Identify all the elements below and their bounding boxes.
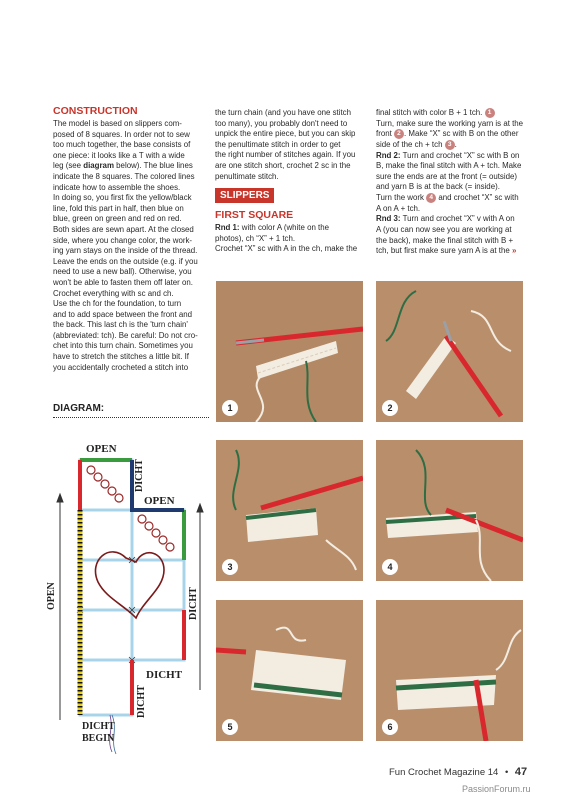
label-dicht-bottom1: DICHT xyxy=(146,669,183,681)
step-badge: 3 xyxy=(445,140,455,150)
construction-rest xyxy=(53,172,211,373)
middle-line: too many), you probably don't need to xyxy=(215,118,348,128)
middle-column xyxy=(215,108,375,255)
construction-line: won't be able to fasten them off later on. xyxy=(53,277,193,287)
rnd3-text: Turn and crochet “X” v with A on xyxy=(400,214,515,224)
construction-line: the back. This last ch is the 'turn chain' xyxy=(53,320,188,330)
middle-line: the right number of stitches again. If you xyxy=(215,150,356,160)
construction-heading: CONSTRUCTION xyxy=(53,105,138,117)
right-line: Turn, make sure the working yarn is at the xyxy=(376,118,524,128)
slipper-diagram xyxy=(40,430,210,760)
label-dicht-begin2: BEGIN xyxy=(82,733,115,744)
label-dicht-right1: DICHT xyxy=(134,459,145,492)
diagram-divider xyxy=(53,417,209,418)
footer xyxy=(389,766,527,778)
rnd3-line xyxy=(376,214,536,225)
step-number: 1 xyxy=(222,400,238,416)
watermark: PassionForum.ru xyxy=(462,784,531,794)
label-dicht-right2: DICHT xyxy=(188,587,199,620)
step-number: 6 xyxy=(382,719,398,735)
label-open-mid: OPEN xyxy=(144,495,175,507)
label-open-top: OPEN xyxy=(86,443,117,455)
text: tch, but first make sure yarn A is at the xyxy=(376,246,510,256)
middle-line: Crochet “X” sc with A in the ch, make the xyxy=(215,244,358,254)
rnd2-label: Rnd 2: xyxy=(376,150,401,160)
rnd3-label: Rnd 3: xyxy=(376,214,401,224)
construction-line: Both sides are sewn apart. At the closed xyxy=(53,224,194,234)
construction-line xyxy=(53,161,211,172)
right-line: and yarn B is at the back (= inside). xyxy=(376,182,500,192)
right-line xyxy=(376,140,536,151)
middle-line: the penultimate stitch in order to get xyxy=(215,139,341,149)
step-photo-6 xyxy=(376,600,523,741)
construction-line: have to stretch the stitches a little bit. If xyxy=(53,352,189,362)
step-photo-5 xyxy=(216,600,363,741)
text: side of the ch + tch xyxy=(376,140,445,150)
construction-line: line, fold this part in half, then blue on xyxy=(53,203,184,213)
middle-line: photos), ch “X” + 1 tch. xyxy=(215,233,296,243)
page-number: 47 xyxy=(514,766,528,778)
right-line: B, make the final stitch with A + tch. Make xyxy=(376,161,522,171)
rnd1-text: with color A (white on the xyxy=(239,223,330,233)
construction-line: you accidentally crocheted a stitch into xyxy=(53,362,189,372)
right-line: A on A + tch. xyxy=(376,203,421,213)
section-tag-slippers: SLIPPERS xyxy=(215,188,274,203)
construction-line: ing yarn stays on the inside of the thread. xyxy=(53,246,198,256)
rnd2-line xyxy=(376,151,536,162)
label-open-left: OPEN xyxy=(46,582,57,610)
construction-line: need to use a new ball). Otherwise, you xyxy=(53,267,192,277)
rnd1-line xyxy=(215,223,375,234)
step-badge: 1 xyxy=(485,108,495,118)
magazine-name: Fun Crochet Magazine 14 xyxy=(389,767,499,778)
construction-line: In doing so, you first fix the yellow/black xyxy=(53,193,192,203)
step-number: 4 xyxy=(382,559,398,575)
text: front xyxy=(376,129,394,139)
construction-line: and to add space between the front and xyxy=(53,309,193,319)
right-line: sure the ends are at the front (= outside) xyxy=(376,171,518,181)
step-badge: 2 xyxy=(394,129,404,139)
construction-line: one piece: it looks like a T with a wide xyxy=(53,150,185,160)
text: final stitch with color B + 1 tch. xyxy=(376,108,485,118)
middle-line: penultimate stitch. xyxy=(215,171,279,181)
construction-line: The model is based on slippers com- xyxy=(53,119,182,128)
text: leg (see xyxy=(53,161,84,171)
right-line xyxy=(376,193,536,204)
step-photo-4 xyxy=(376,440,523,581)
text: Turn the work xyxy=(376,193,427,203)
construction-line: chet into this turn chain. Sometimes you xyxy=(53,341,193,351)
step-badge: 4 xyxy=(426,193,436,203)
middle-line: are one stitch short, crochet 2 sc in the xyxy=(215,160,351,170)
construction-line: Use the ch for the foundation, to turn xyxy=(53,299,182,309)
rnd2-text: Turn and crochet “X” sc with B on xyxy=(400,150,520,160)
step-number: 2 xyxy=(382,400,398,416)
construction-column xyxy=(53,105,211,373)
step-photo-1 xyxy=(216,281,363,422)
right-line xyxy=(376,246,536,257)
right-line xyxy=(376,129,536,140)
diagram-reference: diagram xyxy=(83,161,114,171)
right-column xyxy=(376,108,536,257)
continue-arrow: » xyxy=(511,246,517,256)
footer-bullet: • xyxy=(504,767,509,778)
construction-line: posed of 8 squares. In order not to sew xyxy=(53,129,190,139)
construction-line: Crochet everything with sc and ch. xyxy=(53,288,174,298)
text: below). The blue lines xyxy=(113,161,193,171)
text: . Make “X” sc with B on the other xyxy=(403,129,519,139)
middle-line: the turn chain (and you have one stitch xyxy=(215,108,351,117)
diagram-title: DIAGRAM: xyxy=(53,403,105,414)
text: and crochet “X” sc with xyxy=(436,193,519,203)
rnd1-label: Rnd 1: xyxy=(215,223,240,233)
step-photo-3 xyxy=(216,440,363,581)
step-photo-2 xyxy=(376,281,523,422)
construction-line: too much together, the base consists of xyxy=(53,140,191,150)
construction-line: indicate the 8 squares. The colored lines xyxy=(53,171,195,181)
construction-line: indicate how to assemble the shoes. xyxy=(53,182,181,192)
label-dicht-begin1: DICHT xyxy=(82,721,115,732)
text: . xyxy=(454,140,457,150)
middle-line: unpick the entire piece, but you can skip xyxy=(215,129,356,139)
right-line xyxy=(376,108,536,119)
step-number: 5 xyxy=(222,719,238,735)
first-square-heading: FIRST SQUARE xyxy=(215,209,294,222)
construction-line: Leave the ends on the outside (e.g. if you xyxy=(53,256,198,266)
construction-line: (abbreviated: tch). Be careful: Do not cro- xyxy=(53,330,198,340)
step-number: 3 xyxy=(222,559,238,575)
construction-line: blue, green on green and red on red. xyxy=(53,214,182,224)
right-line: the back), make the final stitch with B + xyxy=(376,235,514,245)
right-line: A (you can now see you are working at xyxy=(376,224,512,234)
construction-line: side, where you change color, the work- xyxy=(53,235,193,245)
label-dicht-bottom2: DICHT xyxy=(136,685,147,718)
